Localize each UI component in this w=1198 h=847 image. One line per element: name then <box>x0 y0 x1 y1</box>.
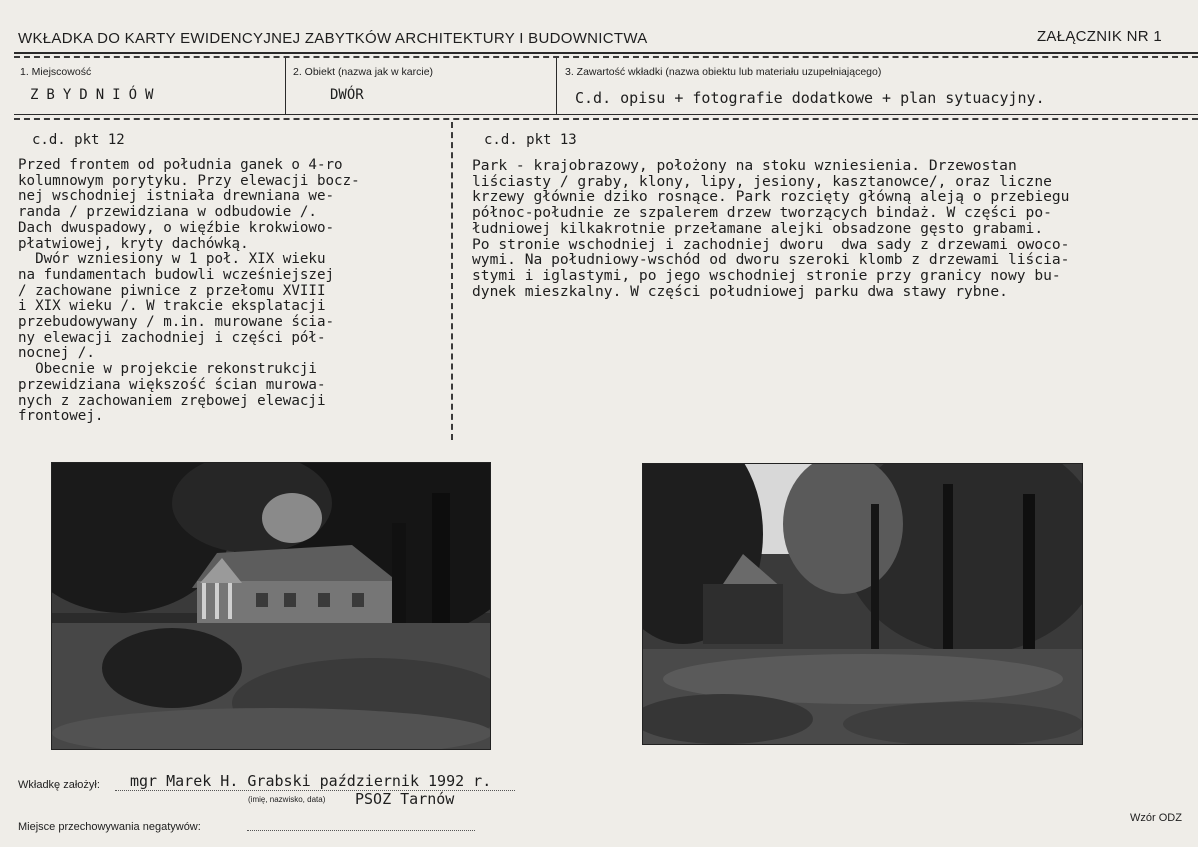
text-line: dynek mieszkalny. W części południowej parku dwa stawy rybne. <box>472 282 1008 300</box>
text-line: nocnej /. <box>18 345 95 362</box>
founder-value: mgr Marek H. Grabski październik 1992 r. <box>130 772 492 790</box>
content-value: C.d. opisu + fotografie dodatkowe + plan sytuacyjny. <box>575 89 1045 107</box>
annex-number: ZAŁĄCZNIK NR 1 <box>1036 28 1162 45</box>
text-line: stymi i iglastymi, po jego wschodniej stronie przy granicy nowy bu- <box>472 266 1061 284</box>
text-line: Dach dwuspadowy, o więźbie krokwiowo- <box>18 219 335 236</box>
text-line: wymi. Na południowy-wschód od dworu szeroki klomb z drzewami liścia- <box>472 251 1070 269</box>
text-line: przewidziana większość ścian murowa- <box>18 376 326 393</box>
park-photo <box>642 463 1083 745</box>
text-line: północ-południe ze szpalerem drzew tworzących bindaż. W części po- <box>472 204 1052 222</box>
header-dash-rule <box>14 56 1198 58</box>
header-rule <box>14 52 1198 54</box>
text-line: / zachowane piwnice z przełomu XVIII <box>18 282 326 299</box>
object-label: 2. Obiekt (nazwa jak w karcie) <box>293 66 434 78</box>
negatives-label: Miejsce przechowywania negatywów: <box>18 821 201 833</box>
institution: PSOZ Tarnów <box>355 790 455 808</box>
fields-bottom-rule <box>14 114 1198 115</box>
text-line: kolumnowym porytyku. Przy elewacji bocz- <box>18 172 360 189</box>
left-section-heading: c.d. pkt 12 <box>32 132 125 148</box>
text-line: łudniowej kilkakrotnie przełamane alejki obsadzone gęsto grabami. <box>472 219 1044 237</box>
column-divider <box>451 122 453 440</box>
text-line: na fundamentach budowli wcześniejszej <box>18 266 335 283</box>
object-value: DWÓR <box>330 87 364 103</box>
text-line: Obecnie w projekcie rekonstrukcji <box>18 361 317 378</box>
text-line: przebudowywany / m.in. murowane ścia- <box>18 314 335 331</box>
text-line: nej wschodniej istniała drewniana we- <box>18 188 335 205</box>
field-divider <box>556 58 557 114</box>
negatives-dotted-line <box>247 830 475 831</box>
founder-dotted-line <box>115 790 515 791</box>
text-line: płatwiowej, kryty dachówką. <box>18 235 249 252</box>
text-line: i XIX wieku /. W trakcie eksplatacji <box>18 298 326 315</box>
text-line: randa / przewidziana w odbudowie /. <box>18 204 317 221</box>
text-line: liściasty / graby, klony, lipy, jesiony, kasztanowce/, oraz liczne <box>472 172 1052 190</box>
text-line: Po stronie wschodniej i zachodniej dworu dwa sady z drzewami owoco- <box>472 235 1070 253</box>
content-label: 3. Zawartość wkładki (nazwa obiektu lub materiału uzupełniającego) <box>565 66 882 78</box>
text-line: krzewy głównie dziko rosnące. Park rozcięty główną aleją o przebiegu <box>472 188 1070 206</box>
manor-house-photo <box>51 462 491 750</box>
form-mark: Wzór ODZ <box>1130 812 1182 824</box>
founder-label: Wkładkę założył: <box>18 779 100 791</box>
locality-label: 1. Miejscowość <box>20 66 92 78</box>
text-line: ny elewacji zachodniej i części pół- <box>18 329 326 346</box>
fields-bottom-dash <box>14 118 1198 120</box>
locality-value: ZBYDNIÓW <box>30 87 162 103</box>
right-description <box>472 158 1196 299</box>
text-line: Przed frontem od południa ganek o 4-ro <box>18 157 343 173</box>
field-divider <box>285 58 286 114</box>
text-line: Dwór wzniesiony w 1 poł. XIX wieku <box>18 251 326 268</box>
form-title: WKŁADKA DO KARTY EWIDENCYJNEJ ZABYTKÓW ARCHITEKTURY I BUDOWNICTWA <box>18 30 648 47</box>
founder-hint: (imię, nazwisko, data) <box>248 795 326 804</box>
left-description <box>18 158 360 425</box>
text-line: Park - krajobrazowy, położony na stoku wzniesienia. Drzewostan <box>472 158 1017 174</box>
text-line: frontowej. <box>18 408 104 425</box>
text-line: nych z zachowaniem zrębowej elewacji <box>18 392 326 409</box>
right-section-heading: c.d. pkt 13 <box>484 132 577 148</box>
